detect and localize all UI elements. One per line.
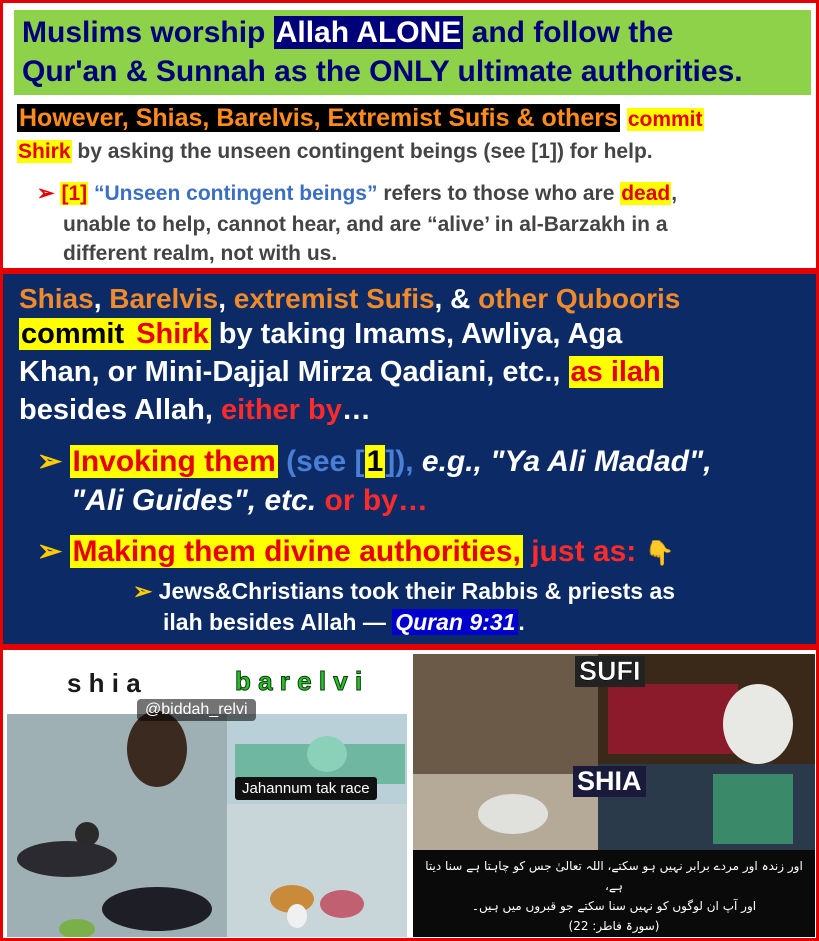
bullet-invoking-line-2 — [71, 484, 428, 518]
footnote-line-2: unable to help, cannot hear, and are “alive’ in al-Barzakh in a — [63, 213, 668, 236]
headline-line-1 — [22, 16, 673, 50]
qubooris-text: other Qubooris — [478, 283, 681, 314]
just-as-text: just as: — [522, 535, 645, 568]
arrow-icon: ➢ — [37, 182, 55, 205]
example-text: "Ali Guides", etc. — [71, 484, 317, 517]
left-photo — [7, 654, 407, 937]
sub-bullet-text: ilah besides Allah — — [163, 609, 393, 635]
headline-line-2: Qur'an & Sunnah as the ONLY ultimate authorities. — [22, 55, 743, 88]
sufis-text: extremist Sufis — [233, 283, 435, 314]
besides-line — [19, 394, 371, 427]
shia-label: s h i a — [67, 668, 141, 698]
besides-text: besides Allah, — [19, 394, 221, 426]
or-by-text: or by… — [316, 484, 428, 517]
allah-alone-highlight: Allah ALONE — [275, 16, 462, 49]
headline-text: Muslims worship — [22, 16, 274, 49]
sub-bullet-line-1 — [133, 578, 675, 605]
commit-line — [19, 318, 622, 351]
dead-highlight: dead — [621, 182, 671, 205]
bullet-making — [37, 534, 674, 569]
right-photo — [413, 654, 815, 937]
sep: , — [218, 283, 234, 314]
arrow-icon: ➢ — [37, 445, 63, 478]
pointing-down-icon: 👇 — [644, 540, 675, 567]
arrow-icon: ➢ — [133, 578, 153, 604]
see-ref-text: (see [ — [277, 445, 365, 478]
khan-line — [19, 356, 663, 389]
sub-bullet-text: Jews&Christians took their Rabbis & priests as — [158, 578, 676, 604]
shirk-line — [17, 140, 653, 164]
photos-section — [0, 647, 819, 941]
handle-label: @biddah_relvi — [137, 699, 256, 721]
urdu-line-1: اور زندہ اور مردے برابر نہیں ہو سکتے، اللہ تعالیٰ جس کو چاہتا ہے سنا دیتا ہے، — [425, 859, 803, 893]
quran-reference-highlight: Quran 9:31 — [392, 609, 518, 635]
urdu-verse — [419, 856, 809, 936]
shirk-highlight: Shirk — [136, 318, 209, 350]
headline-text: and follow the — [463, 16, 674, 49]
footnote-text: refers to those who are — [377, 182, 621, 205]
footnote-text: , — [671, 182, 678, 205]
headline-banner — [14, 10, 811, 95]
sub-bullet-line-2 — [163, 609, 525, 636]
ref-one-highlight: 1 — [366, 445, 384, 478]
commit-line-text: by taking Imams, Awliya, Aga — [210, 318, 623, 350]
barelvi-label: b a r e l v i — [235, 666, 363, 696]
sep: , — [93, 283, 110, 314]
sep: , & — [434, 283, 479, 314]
invoking-highlight: Invoking them — [72, 445, 276, 478]
barelvis-text: Barelvis — [109, 283, 219, 314]
groups-line — [19, 283, 680, 315]
either-by-text: either by — [221, 394, 342, 426]
intro-section — [0, 0, 819, 271]
arrow-icon: ➢ — [37, 535, 63, 568]
bullet-invoking — [37, 444, 712, 479]
commit-highlight: commit — [21, 318, 133, 350]
shirk-line-text: by asking the unseen contingent beings (see [1]) for help. — [71, 140, 653, 163]
main-claim-section — [0, 271, 819, 647]
shias-text: Shias — [19, 283, 94, 314]
shirk-highlight: Shirk — [18, 140, 71, 163]
as-ilah-highlight: as ilah — [570, 356, 661, 388]
period: . — [518, 609, 525, 635]
footnote-line-3: different realm, not with us. — [63, 242, 338, 265]
caption-label: Jahannum tak race — [235, 777, 377, 800]
urdu-reference: (سورۃ فاطر: 22) — [568, 919, 660, 933]
ellipsis: … — [341, 394, 371, 426]
example-text: e.g., "Ya Ali Madad", — [413, 445, 712, 478]
making-highlight: Making them divine authorities, — [72, 535, 521, 568]
footnote-line-1 — [37, 181, 677, 206]
footnote-ref: [1] — [61, 182, 88, 205]
khan-line-text: Khan, or Mini-Dajjal Mirza Qadiani, etc., — [19, 356, 569, 388]
sufi-label: SUFI — [575, 656, 645, 687]
commit-highlight: commit — [627, 108, 703, 131]
urdu-line-2: اور آپ ان لوگوں کو نہیں سنا سکتے جو قبروں میں ہیں۔ — [471, 899, 757, 913]
however-line — [17, 104, 704, 133]
footnote-term: “Unseen contingent beings” — [88, 182, 378, 205]
however-highlight: However, Shias, Barelvis, Extremist Sufis & others — [19, 104, 618, 132]
shia-photo-label: SHIA — [573, 766, 646, 797]
see-ref-text: ]), — [385, 445, 414, 478]
